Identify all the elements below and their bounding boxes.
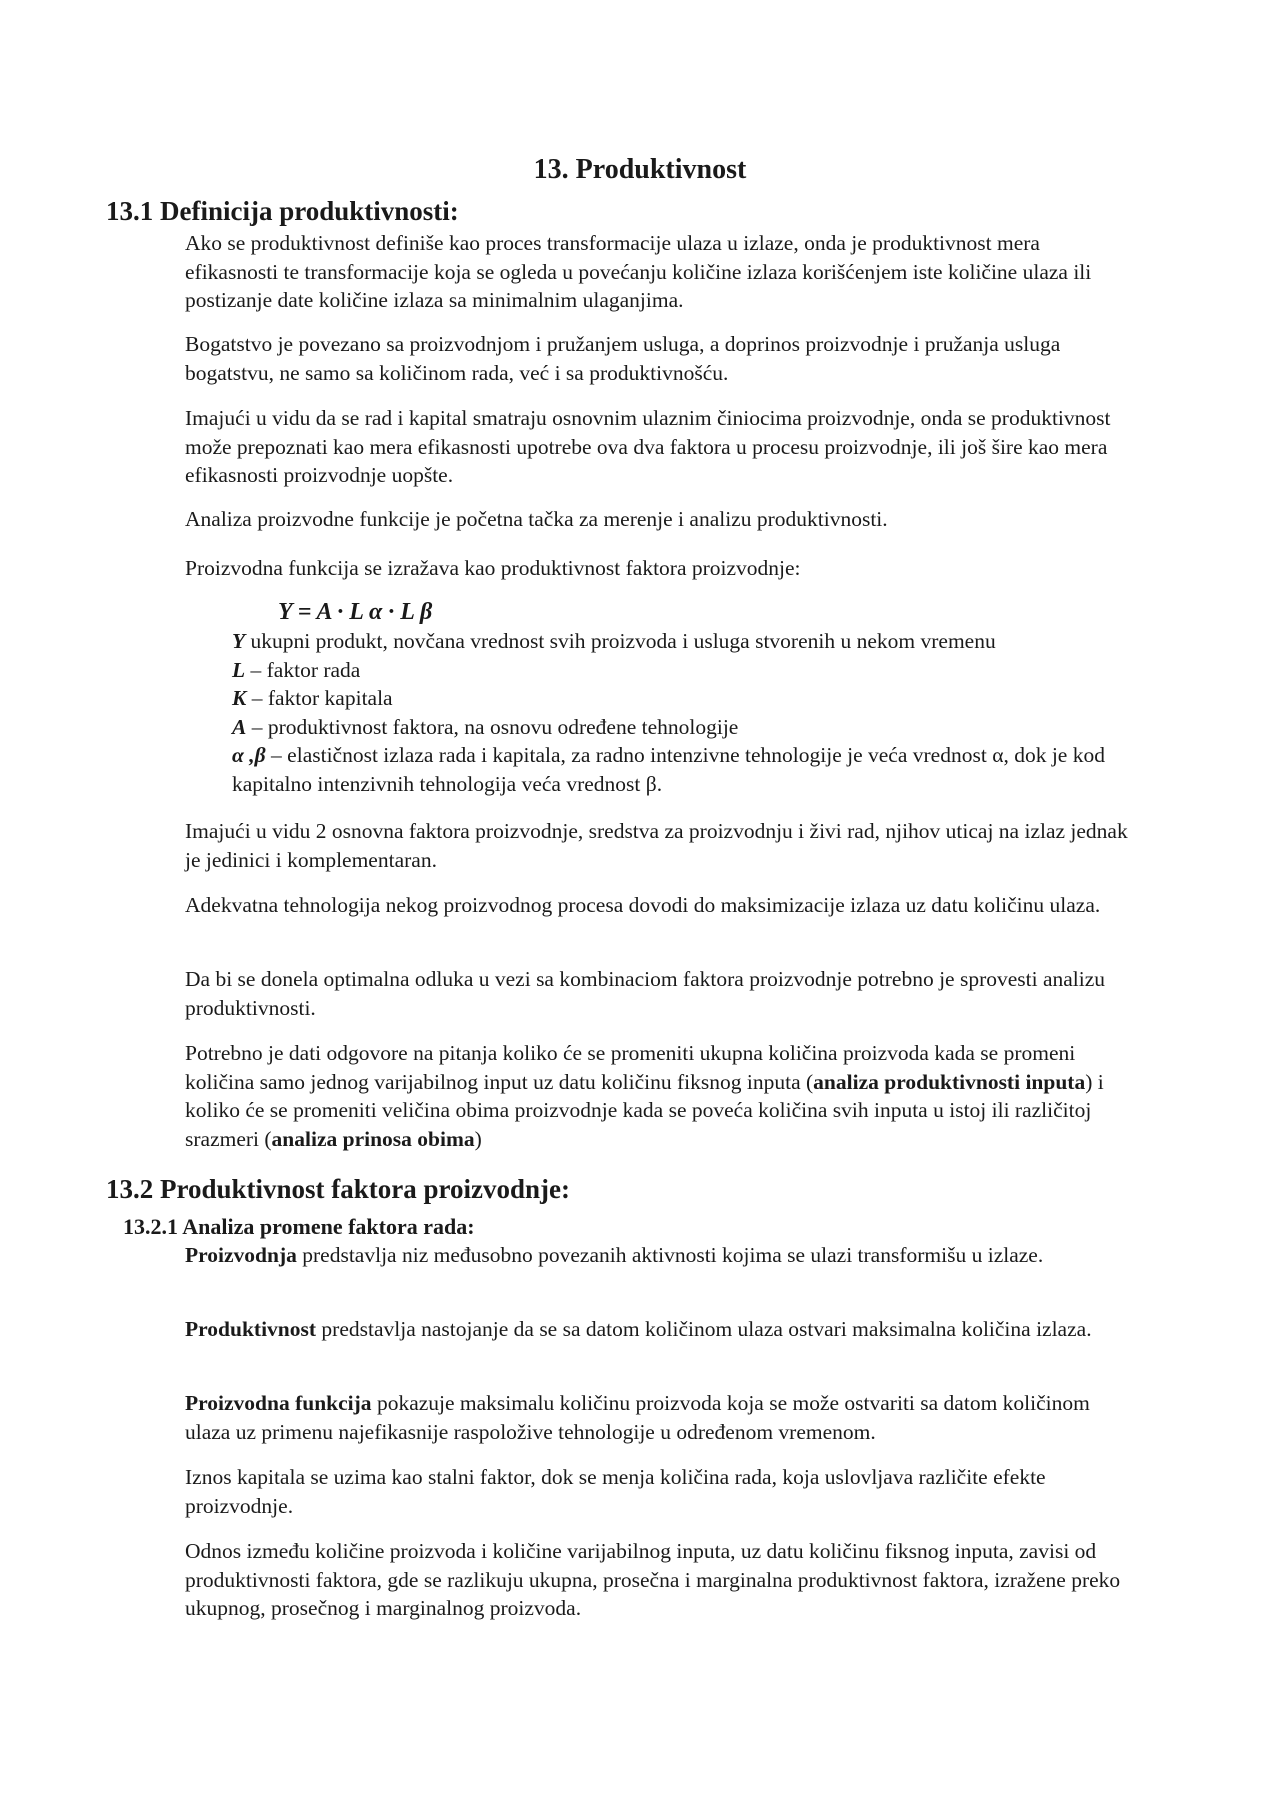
paragraph-productivity (185, 1315, 1135, 1344)
paragraph-production-function (185, 1389, 1135, 1446)
text-run: Potrebno je dati odgovore na pitanja koliko će se promeniti ukupna količina proizvoda kada se promeni količina samo jednog varijabilnog input uz datu količinu fiksnog inputa ( (185, 1041, 1076, 1094)
paragraph-capital: Iznos kapitala se uzima kao stalni faktor, dok se menja količina rada, koja uslovljava različite efekte proizvodnje. (185, 1465, 1046, 1518)
paragraph-analysis: Analiza proizvodne funkcije je početna tačka za merenje i analizu produktivnosti. (185, 507, 888, 531)
paragraph (185, 1389, 1135, 1446)
paragraph-wealth: Bogatstvo je povezano sa proizvodnjom i pružanjem usluga, a doprinos proizvodnje i pružanja usluga bogatstvu, ne samo sa količinom rada, već i sa produktivnošću. (185, 332, 1061, 385)
text-run: predstavlja niz međusobno povezanih aktivnosti kojima se ulazi transformišu u izlaze. (296, 1243, 1044, 1267)
paragraph (185, 1039, 1135, 1153)
bold-term: Produktivnost (185, 1317, 317, 1341)
definition-symbol: K (232, 686, 247, 710)
text-run: ) i koliko će se promeniti veličina obima proizvodnje kada se poveća količina svih inputa u istoj ili različitoj srazmeri ( (185, 1069, 1104, 1151)
paragraph (185, 817, 1135, 874)
paragraph-two-factors: Imajući u vidu 2 osnovna faktora proizvodnje, sredstva za proizvodnju i živi rad, njihov uticaj na izlaz jednak je jedinici i komplementaran. (185, 819, 1128, 872)
bold-term: analiza produktivnosti inputa (813, 1069, 1086, 1094)
paragraph-production (185, 1241, 1135, 1270)
paragraph-inputs: Imajući u vidu da se rad i kapital smatraju osnovnim ulaznim činiocima proizvodnje, onda se produktivnost može prepoznati kao mera efikasnosti upotrebe ova dva faktora u procesu proizvodnje, ili još šire kao mera efikasnosti proizvodnje uopšte. (185, 406, 1111, 487)
paragraph (185, 1315, 1135, 1344)
definition-item (232, 713, 1132, 742)
paragraph (185, 505, 1135, 534)
definition-symbol: L (232, 657, 246, 682)
text-run: pokazuje maksimalu količinu proizvoda koja se može ostvariti sa datom količinom ulaza uz primenu najefikasnije raspoložive tehnologije u određenom vremenom. (185, 1391, 1090, 1444)
bold-term: analiza prinosa obima (271, 1126, 475, 1151)
text-run: predstavlja nastojanje da se sa datom količinom ulaza ostvari maksimalna količina izlaza. (316, 1317, 1092, 1341)
paragraph (185, 891, 1135, 920)
definition-text: – elastičnost izlaza rada i kapitala, za radno intenzivne tehnologije je veća vrednost α, dok je kod kapitalno intenzivnih tehnologija veća vrednost β. (232, 743, 1105, 796)
paragraph (185, 554, 1135, 583)
definition-symbol: Y (232, 629, 246, 653)
paragraph-technology: Adekvatna tehnologija nekog proizvodnog procesa dovodi do maksimizacije izlaza uz datu količinu ulaza. (185, 893, 1101, 917)
definition-item (232, 741, 1132, 798)
bold-term: Proizvodnja (185, 1243, 297, 1267)
paragraph (185, 229, 1135, 315)
section-heading-factors: 13.2 Produktivnost faktora proizvodnje: (106, 1174, 571, 1204)
paragraph (185, 404, 1135, 490)
paragraph-function: Proizvodna funkcija se izražava kao produktivnost faktora proizvodnje: (185, 556, 801, 580)
paragraph (185, 1537, 1135, 1623)
definition-symbol: A (232, 714, 247, 739)
paragraph-definition: Ako se produktivnost definiše kao proces transformacije ulaza u izlaze, onda je produktivnost mera efikasnosti te transformacije koja se ogleda u povećanju količine izlaza korišćenjem iste količine ulaza ili postizanje date količine izlaza sa minimalnim ulaganjima. (185, 231, 1092, 312)
definition-text: – faktor kapitala (246, 686, 393, 710)
paragraph (185, 1241, 1135, 1270)
paragraph (185, 1463, 1135, 1520)
definition-symbol: α ,β (232, 743, 266, 767)
paragraph (185, 330, 1135, 387)
paragraph-optimal-decision: Da bi se donela optimalna odluka u vezi sa kombinaciom faktora proizvodnje potrebno je sprovesti analizu produktivnosti. (185, 967, 1106, 1020)
definition-item (232, 656, 1132, 685)
section-heading-definition: 13.1 Definicija produktivnosti: (106, 196, 459, 226)
paragraph (185, 965, 1135, 1022)
definition-text: ukupni produkt, novčana vrednost svih proizvoda i usluga stvorenih u nekom vremenu (245, 629, 996, 653)
page-title: 13. Produktivnost (533, 154, 747, 185)
text-run: ) (474, 1126, 482, 1151)
bold-term: Proizvodna funkcija (185, 1391, 372, 1415)
production-formula: Y = A · L α · L β (278, 599, 433, 625)
definition-item (232, 684, 1132, 713)
definition-item (232, 627, 1132, 656)
paragraph-relation: Odnos između količine proizvoda i količine varijabilnog inputa, uz datu količinu fiksnog inputa, zavisi od produktivnosti faktora, gde se razlikuju ukupna, prosečna i marginalna produktivnost faktora, izražene preko ukupnog, prosečnog i marginalnog proizvoda. (185, 1539, 1121, 1620)
subsection-heading-labor: 13.2.1 Analiza promene faktora rada: (123, 1214, 475, 1239)
definition-text: – faktor rada (245, 657, 361, 682)
variable-definitions (232, 627, 1132, 798)
definition-text: – produktivnost faktora, na osnovu određene tehnologije (246, 714, 739, 739)
paragraph-questions (185, 1039, 1135, 1153)
